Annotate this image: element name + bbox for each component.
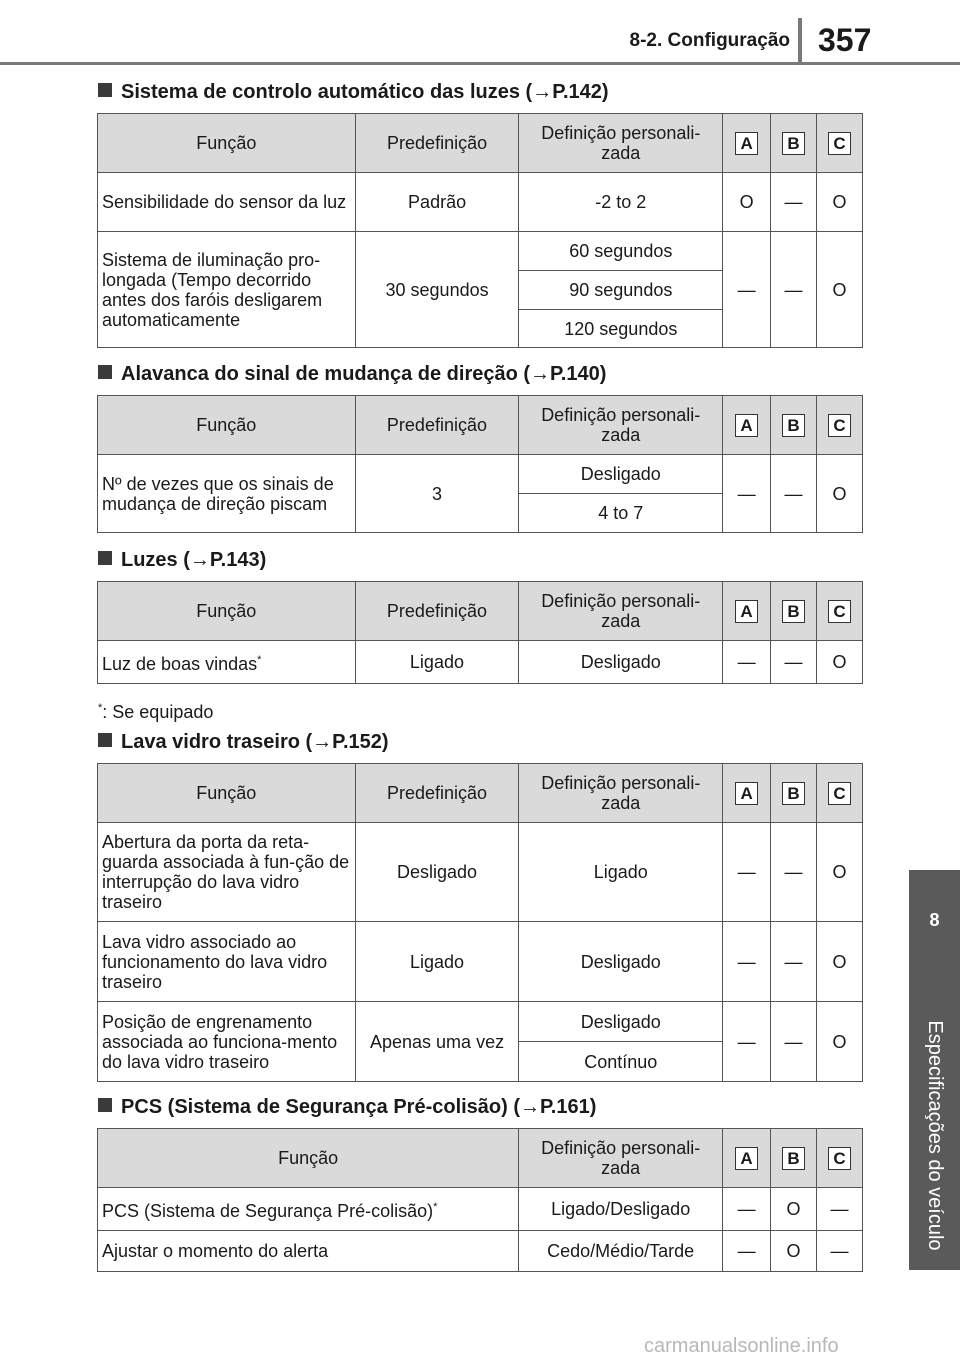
- label-c: C: [828, 414, 851, 437]
- table-header-row: [98, 396, 863, 455]
- cell-b: —: [771, 641, 817, 684]
- cell-definicao: Ligado: [519, 823, 723, 922]
- label-a: A: [735, 1147, 758, 1170]
- footnote-mark: *: [98, 702, 103, 714]
- cell-funcao: Posição de engrenamento associada ao funciona-mento do lava vidro traseiro: [98, 1002, 356, 1082]
- cell-definicao: 4 to 7: [519, 494, 723, 533]
- col-definicao: Definição personali-zada: [519, 114, 723, 173]
- section-heading: [98, 1096, 596, 1119]
- chapter-number: 8: [929, 910, 940, 930]
- label-c: C: [828, 600, 851, 623]
- square-bullet-icon: [98, 551, 112, 565]
- col-a: [723, 396, 771, 455]
- cell-c: O: [817, 823, 863, 922]
- col-c: [817, 764, 863, 823]
- col-funcao: Função: [98, 114, 356, 173]
- table-row: [98, 1231, 863, 1272]
- cell-b: —: [771, 173, 817, 232]
- cell-definicao: Desligado: [519, 455, 723, 494]
- col-definicao: Definição personali-zada: [519, 764, 723, 823]
- watermark: carmanualsonline.info: [644, 1335, 839, 1357]
- col-b: [771, 1129, 817, 1188]
- settings-table: [97, 1128, 863, 1272]
- col-a: [723, 114, 771, 173]
- table-row: [98, 641, 863, 684]
- table-row: [98, 1188, 863, 1231]
- col-predefinicao: Predefinição: [355, 114, 519, 173]
- section-title: Lava vidro traseiro (→P.152): [121, 731, 389, 753]
- cell-c: O: [817, 232, 863, 348]
- cell-definicao: Desligado: [519, 641, 723, 684]
- cell-definicao: Desligado: [519, 922, 723, 1002]
- settings-table: [97, 395, 863, 533]
- cell-funcao: Sensibilidade do sensor da luz: [98, 173, 356, 232]
- label-b: B: [782, 132, 805, 155]
- label-c: C: [828, 132, 851, 155]
- col-funcao: Função: [98, 764, 356, 823]
- section-heading: [98, 731, 389, 754]
- cell-a: —: [723, 232, 771, 348]
- cell-c: —: [817, 1188, 863, 1231]
- cell-definicao: Desligado: [519, 1002, 723, 1042]
- square-bullet-icon: [98, 1098, 112, 1112]
- settings-table: [97, 763, 863, 1082]
- col-definicao: Definição personali-zada: [519, 396, 723, 455]
- header-section-title: 8-2. Configuração: [629, 30, 790, 51]
- col-funcao: Função: [98, 1129, 519, 1188]
- cell-predefinicao: 3: [355, 455, 519, 533]
- section-title: Sistema de controlo automático das luzes (→P.142): [121, 81, 609, 103]
- cell-b: —: [771, 1002, 817, 1082]
- chapter-side-tab[interactable]: [909, 870, 960, 1270]
- table-header-row: [98, 582, 863, 641]
- cell-funcao: [98, 1188, 519, 1231]
- col-b: [771, 582, 817, 641]
- label-a: A: [735, 132, 758, 155]
- header-separator: [798, 18, 802, 62]
- table-row: [98, 922, 863, 1002]
- cell-b: —: [771, 232, 817, 348]
- col-b: [771, 396, 817, 455]
- table-header-row: [98, 114, 863, 173]
- cell-a: —: [723, 922, 771, 1002]
- cell-a: —: [723, 1231, 771, 1272]
- footnote-text: : Se equipado: [102, 702, 214, 722]
- col-definicao: Definição personali-zada: [519, 1129, 723, 1188]
- cell-predefinicao: Padrão: [355, 173, 519, 232]
- cell-definicao: 120 segundos: [519, 310, 723, 348]
- section-title: Alavanca do sinal de mudança de direção (→P.140): [121, 363, 607, 385]
- cell-b: —: [771, 922, 817, 1002]
- cell-predefinicao: Ligado: [355, 922, 519, 1002]
- footnote-mark: *: [257, 654, 262, 666]
- section-title: PCS (Sistema de Segurança Pré-colisão) (→P.161): [121, 1096, 597, 1118]
- cell-a: —: [723, 1002, 771, 1082]
- section-title: Luzes (→P.143): [121, 549, 267, 571]
- label-c: C: [828, 782, 851, 805]
- col-a: [723, 764, 771, 823]
- cell-funcao: Sistema de iluminação pro-longada (Tempo decorrido antes dos faróis desligarem automaticamente: [98, 232, 356, 348]
- col-c: [817, 114, 863, 173]
- cell-b: O: [771, 1188, 817, 1231]
- cell-definicao: 90 segundos: [519, 271, 723, 310]
- label-a: A: [735, 414, 758, 437]
- table-row: [98, 455, 863, 494]
- cell-a: —: [723, 641, 771, 684]
- settings-table: [97, 113, 863, 348]
- col-a: [723, 1129, 771, 1188]
- square-bullet-icon: [98, 733, 112, 747]
- col-definicao: Definição personali-zada: [519, 582, 723, 641]
- cell-predefinicao: 30 segundos: [355, 232, 519, 348]
- col-predefinicao: Predefinição: [355, 582, 519, 641]
- col-funcao: Função: [98, 396, 356, 455]
- cell-predefinicao: Desligado: [355, 823, 519, 922]
- cell-c: —: [817, 1231, 863, 1272]
- cell-definicao: Cedo/Médio/Tarde: [519, 1231, 723, 1272]
- cell-definicao: -2 to 2: [519, 173, 723, 232]
- footnote-mark: *: [433, 1201, 438, 1213]
- section-heading: [98, 81, 609, 104]
- cell-predefinicao: Ligado: [355, 641, 519, 684]
- section-heading: [98, 363, 606, 386]
- label-a: A: [735, 600, 758, 623]
- cell-funcao-text: PCS (Sistema de Segurança Pré-colisão): [102, 1201, 434, 1221]
- cell-c: O: [817, 641, 863, 684]
- cell-c: O: [817, 922, 863, 1002]
- col-b: [771, 114, 817, 173]
- cell-b: O: [771, 1231, 817, 1272]
- cell-c: O: [817, 173, 863, 232]
- cell-funcao: Ajustar o momento do alerta: [98, 1231, 519, 1272]
- header-rule: [0, 62, 960, 65]
- cell-c: O: [817, 1002, 863, 1082]
- col-b: [771, 764, 817, 823]
- cell-definicao: Ligado/Desligado: [519, 1188, 723, 1231]
- cell-funcao-text: Luz de boas vindas: [102, 654, 258, 674]
- col-c: [817, 1129, 863, 1188]
- col-predefinicao: Predefinição: [355, 396, 519, 455]
- table-row: [98, 1002, 863, 1042]
- table-row: [98, 823, 863, 922]
- page-number: 357: [818, 22, 872, 58]
- cell-c: O: [817, 455, 863, 533]
- table-header-row: [98, 1129, 863, 1188]
- cell-definicao: 60 segundos: [519, 232, 723, 271]
- cell-b: —: [771, 823, 817, 922]
- cell-b: —: [771, 455, 817, 533]
- square-bullet-icon: [98, 83, 112, 97]
- label-b: B: [782, 782, 805, 805]
- cell-predefinicao: Apenas uma vez: [355, 1002, 519, 1082]
- section-heading: [98, 549, 266, 572]
- cell-definicao: Contínuo: [519, 1042, 723, 1082]
- square-bullet-icon: [98, 365, 112, 379]
- table-row: [98, 173, 863, 232]
- label-a: A: [735, 782, 758, 805]
- table-row: [98, 232, 863, 271]
- cell-a: O: [723, 173, 771, 232]
- cell-funcao: Nº de vezes que os sinais de mudança de direção piscam: [98, 455, 356, 533]
- col-predefinicao: Predefinição: [355, 764, 519, 823]
- col-funcao: Função: [98, 582, 356, 641]
- cell-a: —: [723, 1188, 771, 1231]
- cell-a: —: [723, 823, 771, 922]
- chapter-title: Especificações do veículo: [924, 1020, 946, 1251]
- cell-funcao: [98, 641, 356, 684]
- cell-a: —: [723, 455, 771, 533]
- col-c: [817, 396, 863, 455]
- col-a: [723, 582, 771, 641]
- settings-table: [97, 581, 863, 684]
- table-header-row: [98, 764, 863, 823]
- cell-funcao: Abertura da porta da reta-guarda associada à fun-ção de interrupção do lava vidro traseiro: [98, 823, 356, 922]
- col-c: [817, 582, 863, 641]
- cell-funcao: Lava vidro associado ao funcionamento do lava vidro traseiro: [98, 922, 356, 1002]
- label-b: B: [782, 1147, 805, 1170]
- footnote: [98, 702, 213, 723]
- label-c: C: [828, 1147, 851, 1170]
- label-b: B: [782, 414, 805, 437]
- label-b: B: [782, 600, 805, 623]
